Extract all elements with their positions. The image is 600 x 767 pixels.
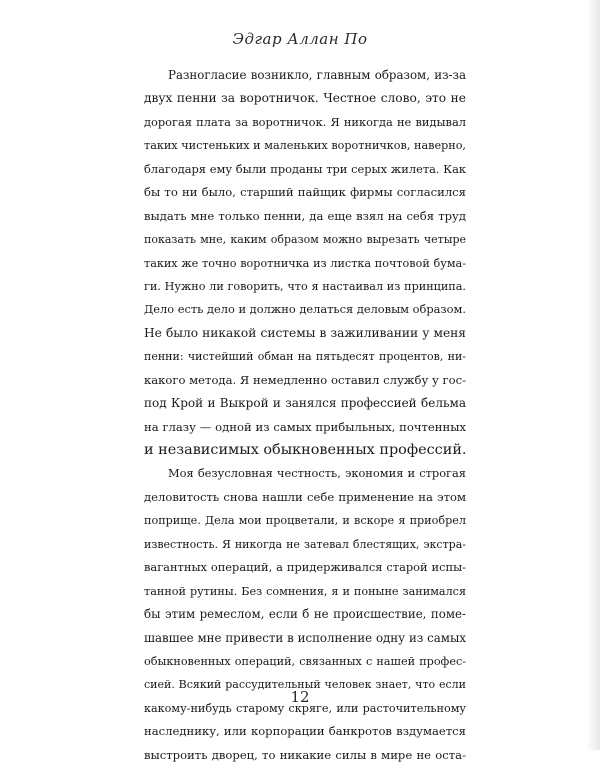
text-line: пенни: чистейший обман на пятьдесят процентов, ни- <box>144 350 466 364</box>
text-line: благодаря ему были проданы три серых жилета. Как <box>144 161 466 176</box>
text-line: танной рутины. Без сомнения, я и поныне занимался <box>144 584 466 598</box>
text-line: бы этим ремеслом, если б не происшествие, поме- <box>144 607 466 622</box>
text-line: на глазу — одной из самых прибыльных, почтенных <box>144 419 466 434</box>
text-line: какому-нибудь старому скряге, или расточительному <box>144 701 466 715</box>
text-line: наследнику, или корпорации банкротов вздумается <box>144 724 466 739</box>
text-line: сией. Всякий рассудительный человек знает, что если <box>144 678 466 692</box>
body-text <box>144 64 466 767</box>
paragraph <box>144 64 466 462</box>
text-line: под Крой и Выкрой и занялся профессией бельма <box>144 396 466 411</box>
text-line: какого метода. Я немедленно оставил службу у гос- <box>144 372 466 387</box>
text-line: дорогая плата за воротничок. Я никогда не видывал <box>144 114 466 129</box>
text-line: поприще. Дела мои процветали, и вскоре я приобрел <box>144 514 466 528</box>
text-line: таких же точно воротничка из листка почтовой бума- <box>144 256 466 270</box>
text-line: и независимых обыкновенных профессий. <box>144 442 467 458</box>
text-line: деловитость снова нашли себе применение на этом <box>144 489 466 504</box>
text-line: выдать мне только пенни, да еще взял на себя труд <box>144 208 466 223</box>
text-line: двух пенни за воротничок. Честное слово, это не <box>144 91 466 106</box>
text-line: шавшее мне привести в исполнение одну из самых <box>144 630 466 645</box>
text-line: таких чистеньких и маленьких воротничков, наверно, <box>144 139 466 153</box>
text-line: вагантных операций, а придерживался старой испы- <box>144 560 466 575</box>
text-line: Разногласие возникло, главным образом, из-за <box>168 68 466 82</box>
paragraph <box>144 462 466 767</box>
text-line: Не было никакой системы в зажиливании у меня <box>144 325 466 340</box>
text-line: показать мне, каким образом можно вырезать четыре <box>144 233 466 247</box>
page-number: 12 <box>290 688 310 706</box>
text-line: выстроить дворец, то никакие силы в мире не оста- <box>144 747 466 762</box>
text-line: обыкновенных операций, связанных с нашей профес- <box>144 654 466 668</box>
text-line: Моя безусловная честность, экономия и строгая <box>168 466 466 481</box>
text-line: Дело есть дело и должно делаться деловым образом. <box>144 302 466 317</box>
text-line: ги. Нужно ли говорить, что я настаивал из принципа. <box>144 279 466 293</box>
text-line: известность. Я никогда не затевал блестящих, экстра- <box>144 537 466 551</box>
page-edge-shadow <box>586 0 600 750</box>
running-head: Эдгар Аллан По <box>232 30 368 48</box>
text-line: бы то ни было, старший пайщик фирмы согласился <box>144 185 466 200</box>
